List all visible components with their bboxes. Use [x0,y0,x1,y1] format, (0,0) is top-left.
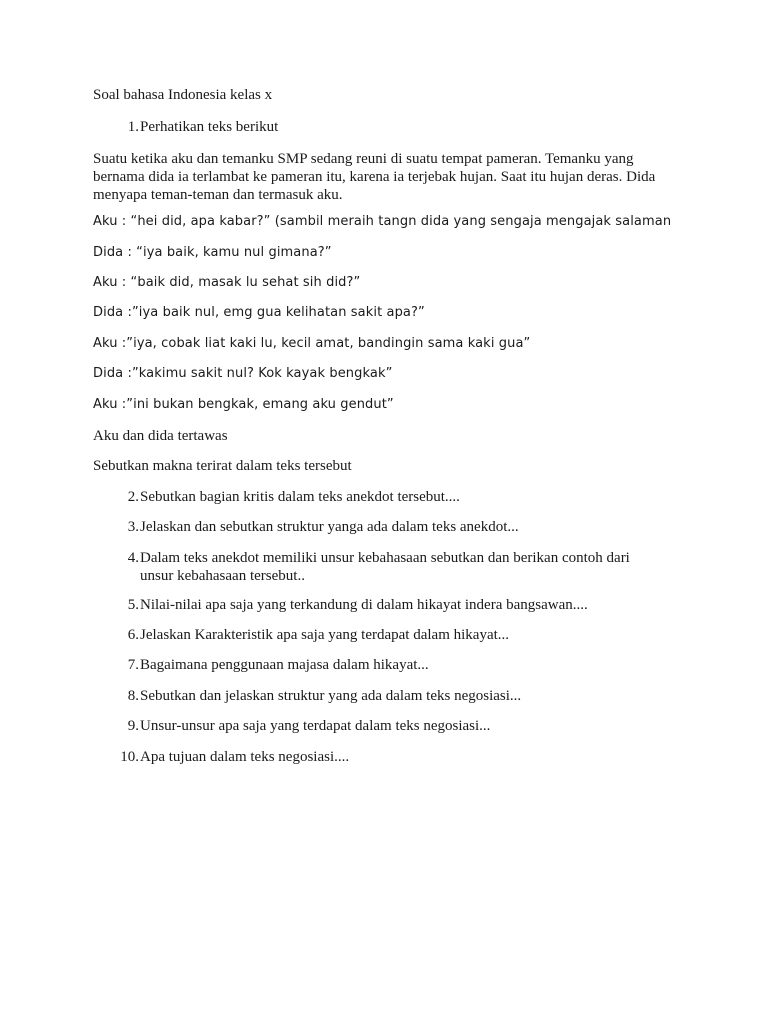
dialog-line: Aku : “baik did, masak lu sehat sih did?” [93,275,361,290]
question-number: 4. [127,550,139,566]
closing-line: Aku dan dida tertawas [93,428,228,444]
question-number: 6. [127,627,139,643]
question-number: 7. [127,657,139,673]
dialog-line: Aku : “hei did, apa kabar?” (sambil meraih tangn dida yang sengaja mengajak salaman [93,214,672,229]
question-text: Jelaskan Karakteristik apa saja yang terdapat dalam hikayat... [140,627,510,643]
question-text: Jelaskan dan sebutkan struktur yanga ada dalam teks anekdot... [140,519,519,535]
question-text: Dalam teks anekdot memiliki unsur kebahasaan sebutkan dan berikan contoh dari unsur kebahasaan tersebut.. [140,550,630,584]
story-paragraph: Suatu ketika aku dan temanku SMP sedang reuni di suatu tempat pameran. Temanku yang bernama dida ia terlambat ke pameran itu, karena ia terjebak hujan. Saat itu hujan deras. Dida menyapa teman-teman dan termasuk aku. [93,151,656,203]
question-number: 8. [127,688,139,704]
dialog-line: Aku :”iya, cobak liat kaki lu, kecil amat, bandingin sama kaki gua” [93,336,531,351]
question-number: 9. [127,718,139,734]
question-number: 2. [127,489,139,505]
question-text: Apa tujuan dalam teks negosiasi.... [140,749,350,765]
prompt-line: Sebutkan makna terirat dalam teks tersebut [93,458,352,474]
dialog-line: Dida :”iya baik nul, emg gua kelihatan sakit apa?” [93,305,425,320]
dialog-line: Dida :”kakimu sakit nul? Kok kayak bengkak” [93,366,393,381]
question-number: 1. [127,119,139,135]
question-number: 10. [120,749,139,765]
question-number: 3. [127,519,139,535]
dialog-line: Dida : “iya baik, kamu nul gimana?” [93,245,332,260]
question-text: Bagaimana penggunaan majasa dalam hikayat... [140,657,429,673]
question-text: Nilai-nilai apa saja yang terkandung di dalam hikayat indera bangsawan.... [140,597,588,613]
question-text: Unsur-unsur apa saja yang terdapat dalam teks negosiasi... [140,718,491,734]
question-text: Perhatikan teks berikut [140,119,279,135]
dialog-line: Aku :”ini bukan bengkak, emang aku gendut” [93,397,394,412]
document-title: Soal bahasa Indonesia kelas x [93,87,273,103]
question-number: 5. [127,597,139,613]
question-text: Sebutkan dan jelaskan struktur yang ada dalam teks negosiasi... [140,688,522,704]
question-text: Sebutkan bagian kritis dalam teks anekdot tersebut.... [140,489,460,505]
